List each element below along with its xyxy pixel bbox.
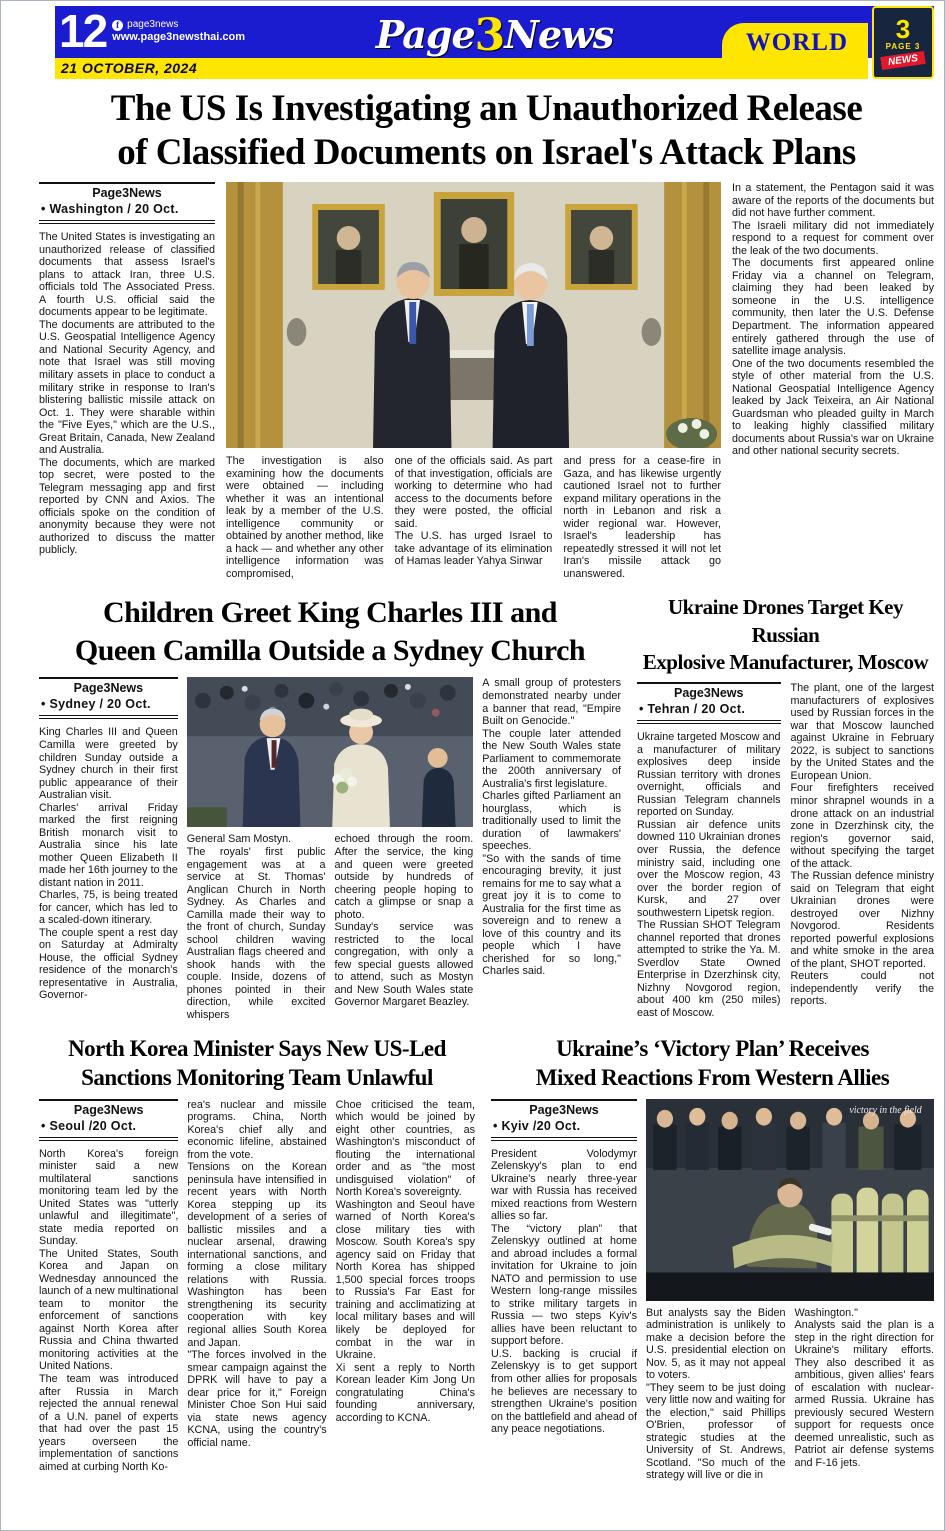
masthead-header [55, 6, 934, 79]
paragraph: In a statement, the Pentagon said it was aware of the reports of the documents but did not have further comment. [732, 182, 934, 220]
section-tab-world: WORLD [722, 23, 868, 58]
paragraph: "So with the sands of time encouraging brevity, it just remains for me to say what a great joy it is to come to Australia for the first time as sovereign and to renew a love of this country and its people which I have cherished for so long," Charles said. [482, 852, 621, 978]
paragraph: echoed through the room. After the service, the king and queen were greeted outside by hundreds of cheering people hoping to catch a glimpse or snap a photo. [334, 833, 474, 921]
headline-north-korea [39, 1035, 475, 1093]
headline-us-documents [39, 87, 934, 174]
paragraph: North Korea's foreign minister said a new multilateral sanctions monitoring team led by the United States was "utterly unlawful and illegitimate", state media reported on Sunday. [39, 1147, 179, 1248]
paragraph: A small group of protesters demonstrated nearby under a banner that read, "Empire Built on Genocide." [482, 677, 621, 728]
article-column [187, 1099, 326, 1473]
byline-block [39, 677, 178, 719]
headline-line1: Children Greet King Charles III and [103, 596, 557, 630]
paragraph: Reuters could not independently verify the reports. [790, 970, 934, 1008]
masthead-right: News [504, 12, 614, 57]
byline-block [39, 182, 215, 224]
article-column [791, 682, 935, 1019]
byline-dateline: • Seoul /20 Oct. [41, 1118, 137, 1133]
portrait-left [312, 204, 385, 290]
article-column [482, 677, 621, 1021]
paragraph: The United States, South Korea and Japan on Wednesday announced the launch of a new multinational team to monitor the enforcement of sanctions against North Korea after Russia and China thwarted monitoring activities at the United Nations. [39, 1247, 179, 1373]
headline-line1: North Korea Minister Says New US-Led [68, 1036, 446, 1062]
paragraph: The documents first appeared online Friday via a channel on Telegram, claiming they had been leaked by someone in the U.S. intelligence community, then later the U.S. Defense Department. The information appeared entirely gathered through the use of satellite image analysis. [732, 257, 934, 358]
byline-source: Page3News [529, 1102, 599, 1117]
byline-dateline: • Tehran / 20 Oct. [639, 702, 746, 717]
masthead-left: Page [375, 12, 475, 57]
paragraph: Charles gifted Parliament an hourglass, which is traditionally used to limit the duration of lawmakers' speeches. [482, 790, 621, 853]
article-column [395, 455, 553, 580]
byline-dateline: • Washington / 20 Oct. [41, 202, 179, 217]
paragraph: The United States is investigating an unauthorized release of classified documents that assess Israel's plans to attack Iran, three U.S. officials told The Associated Press. A fourth U.S. official said the documents appear to be legitimate. [39, 231, 215, 319]
photo-charles-camilla-sydney [187, 677, 474, 827]
byline-source: Page3News [73, 1102, 144, 1117]
headline-line2: Sanctions Monitoring Team Unlawful [81, 1064, 433, 1090]
byline-block [39, 1099, 178, 1141]
portrait-right [565, 204, 638, 290]
social-handle: page3news [127, 18, 179, 30]
headline-line2: Mixed Reactions From Western Allies [535, 1064, 890, 1090]
article-victory-plan [491, 1035, 934, 1482]
headline-king-charles [39, 594, 621, 669]
paragraph: President Volodymyr Zelenskyy's plan to end Ukraine's nearly three-year war with Russia has received mixed reactions from Western allies so far. [491, 1147, 637, 1223]
article-column [226, 455, 384, 580]
social-icon: f [112, 20, 123, 31]
paragraph: Analysts said the plan is a step in the right direction for Ukraine's military efforts. They also described it as ambitious, given allies' fears of escalation with nuclear-armed Russia. Ukraine has previously secured Western support for requests once deemed unrealistic, such as Patriot air defense systems and F-16 jets. [794, 1319, 934, 1469]
paragraph: Ukraine targeted Moscow and a manufacturer of military explosives deep inside Russian territory with drones overnight, officials and Russian Telegram channels reported on Sunday. [637, 731, 781, 819]
byline-block [637, 682, 781, 724]
paragraph: Russian air defence units downed 110 Ukrainian drones over Russia, the defence ministry said, including one over the Moscow region, 43 over the border region of Kursk, and 27 over southwestern Lipetsk region. [637, 818, 781, 919]
byline-block [491, 1099, 637, 1141]
paragraph: The U.S. has urged Israel to take advantage of its elimination of Hamas leader Yahya Sinwar [394, 530, 553, 568]
paragraph: The “victory plan” that Zelenskyy outlined at home and abroad includes a formal invitation for Ukraine to join NATO and permission to use Western long-range missiles to strike military targets in Russia — two steps Kyiv's allies have been reluctant to support before. [491, 1222, 637, 1348]
paragraph: The plant, one of the largest manufacturers of explosives used by Russian forces in the war that Moscow launched against Ukraine in February 2022, is subject to sanctions by the United States and the European Union. [790, 682, 934, 782]
paragraph: Washington and Seoul have warned of North Korea's close military ties with Moscow. South Korea's spy agency said on Friday that North Korea has shipped 1,500 special forces troops to Russia's Far East for training and acclimatizing at local military bases and will likely be deployed for combat in the war in Ukraine. [335, 1198, 475, 1362]
article-column [39, 677, 178, 1021]
paragraph: The investigation is also examining how the documents were obtained — including whether it was an intentional leak by a member of the U.S. intelligence community or obtained by another method, like a hack — and whether any other intelligence information was compromised, [226, 455, 384, 580]
paragraph: and press for a cease-fire in Gaza, and has likewise urgently cautioned Israel not to further expand military operations in the north in Lebanon and risk a wider regional war. However, Israel's leadership has repeatedly stressed it will not let Iran's missile attack go unanswered. [563, 455, 721, 580]
paragraph: The documents, which are marked top secret, were posted to the Telegram messaging app and first reported by CNN and Axios. The officials spoke on the condition of anonymity because they were not authorized to discuss the matter publicly. [39, 456, 215, 557]
headline-line2: Queen Camilla Outside a Sydney Church [74, 633, 586, 667]
article-us-documents [39, 87, 934, 580]
article-column [335, 833, 474, 1021]
logo-page3-label: PAGE 3 [885, 41, 921, 51]
social-row [112, 19, 245, 32]
headline-victory-plan [491, 1035, 934, 1093]
headline-line1: Ukraine Drones Target Key Russian [667, 595, 904, 647]
website-url: www.page3newsthai.com [112, 31, 246, 44]
paragraph: The royals' first public engagement was at a service at St. Thomas' Anglican Church in North Sydney. As Charles and Camilla made their way to the front of church, Sunday school children waving Australian flags cheered and shook hands with the couple. Inside, dozens of phones pointed in their direction, while excited whispers [186, 845, 326, 1021]
paragraph: The documents are attributed to the U.S. Geospatial Intelligence Agency and National Security Agency, and note that Israel was still moving military assets in place to conduct a military strike in response to Iran's blistering ballistic missile attack on Oct. 1. They were sharable within the "Five Eyes," which are the U.S., Great Britain, Canada, New Zealand and Australia. [39, 318, 215, 457]
paragraph: U.S. backing is crucial if Zelenskyy is to get support from other allies for proposals he believes are necessary to strengthen Ukraine's position on the battlefield and ahead of any peace negotiations. [491, 1347, 637, 1436]
byline-source: Page3News [73, 681, 144, 696]
article-column [795, 1307, 935, 1482]
headline-line2: Explosive Manufacturer, Moscow [642, 650, 929, 675]
paragraph: The couple spent a rest day on Saturday at Admiralty House, the official Sydney residence of the monarch's representative in Australia, Governor- [39, 926, 178, 1002]
paragraph: The couple later attended the New South Wales state Parliament to commemorate the 200th anniversary of Australia's first legislature. [482, 727, 621, 790]
headline-line1: The US Is Investigating an Unauthorized Release [110, 88, 863, 129]
paragraph: Choe criticised the team, which would be joined by eight other countries, as Washington's misconduct of flouting the international order and as "the most undisguised violation" of North Korea's sovereignty. [335, 1098, 475, 1199]
portrait-center [434, 192, 514, 296]
masthead-number: 3 [474, 10, 505, 61]
byline-dateline: • Kyiv /20 Oct. [493, 1118, 581, 1133]
article-column [187, 833, 326, 1021]
paragraph: "They seem to be just doing very little now and waiting for the election," said Phillips O'Brien, professor of strategic studies at the University of St. Andrews, Scotland. "So much of the strategy will live or die in [646, 1381, 786, 1482]
article-column [646, 1307, 786, 1482]
headline-ukraine-drones [637, 594, 934, 676]
paragraph: But analysts say the Biden administration is unlikely to make a decision before the U.S. presidential election on Nov. 5, as it may not appeal to voters. [646, 1306, 786, 1382]
paragraph: Xi sent a reply to North Korean leader Kim Jong Un congratulating China's founding anniversary, according to KCNA. [335, 1361, 475, 1424]
paragraph: King Charles III and Queen Camilla were greeted by children Sunday outside a Sydney church in their first public appearance of their Australian visit. [39, 726, 178, 802]
paragraph: General Sam Mostyn. [186, 833, 292, 846]
header-contact [112, 19, 245, 45]
article-column [336, 1099, 475, 1473]
paragraph: rea's nuclear and missile programs. China, North Korea's chief ally and economic lifeline, abstained from the vote. [187, 1098, 327, 1161]
paragraph: Charles' arrival Friday marked the first reigning British monarch visit to Australia since his late mother Queen Elizabeth II made her 16th journey to the distant nation in 2011. [39, 801, 178, 889]
photo-banner-text: victory in the field [849, 1104, 922, 1116]
paragraph: one of the officials said. As part of that investigation, officials are working to determine who had access to the documents before they were posted, the official said. [394, 455, 553, 530]
page3-logo [872, 6, 934, 79]
article-column [39, 182, 215, 580]
paragraph: Charles, 75, is being treated for cancer, which has led to a scaled-down itinerary. [39, 889, 178, 927]
photo-zelenskyy-signing-shells [646, 1099, 934, 1301]
byline-source: Page3News [674, 686, 744, 701]
page-number: 12 [59, 5, 107, 58]
byline-dateline: • Sydney / 20 Oct. [41, 697, 151, 712]
paragraph: The Russian defence ministry said on Telegram that eight Ukrainian drones were destroyed over Nizhny Novgorod. Residents reported powerful explosions and white smoke in the area of the plant, SHOT reported. [790, 870, 934, 970]
photo-oval-office-meeting [226, 182, 721, 448]
article-column [39, 1099, 178, 1473]
logo-number: 3 [895, 14, 911, 45]
paragraph: One of the two documents resembled the style of other material from the U.S. National Geospatial Intelligence Agency leaked by Jack Teixeira, an Air National Guardsman who pleaded guilty in March to leaking highly classified military documents about Russia's war on Ukraine and other national security secrets. [732, 357, 934, 458]
paragraph: The team was introduced after Russia in March rejected the annual renewal of a U.N. panel of experts that had over the past 15 years overseen the implementation of sanctions aimed at curbing North Ko- [39, 1372, 179, 1473]
article-column [563, 455, 721, 580]
article-ukraine-drones [637, 594, 934, 1021]
paragraph: "The forces involved in the smear campaign against the DPRK will have to pay a dear price for it," Foreign Minister Choe Son Hui said via state news agency KCNA, using the country's official name. [187, 1349, 327, 1449]
header-left [55, 5, 246, 58]
paragraph: Washington." [794, 1306, 858, 1319]
article-column [491, 1099, 637, 1482]
edition-date: 21 OCTOBER, 2024 [55, 58, 868, 79]
article-north-korea [39, 1035, 475, 1482]
paragraph: Four firefighters received minor shrapnel wounds in a drone attack on an industrial zone in Dzerzhinsk city, the region's governor said, without specifying the target of the attack. [790, 782, 934, 870]
paragraph: Sunday's service was restricted to the local congregation, with only a few special guests allowed to attend, such as Mostyn and New South Wales state Governor Margaret Beazley. [334, 921, 474, 1009]
page-content [39, 87, 934, 1482]
headline-line1: Ukraine’s ‘Victory Plan’ Receives [556, 1036, 869, 1062]
paragraph: The Israeli military did not immediately respond to a request for comment over the leak of the two documents. [732, 219, 934, 257]
byline-source: Page3News [92, 186, 162, 201]
article-king-charles [39, 594, 621, 1021]
paragraph: The Russian SHOT Telegram channel reported that drones attempted to strike the Ya. M. Sverdlov State Owned Enterprise in Dzerzhinsk city, Nizhny Novgorod region, about 400 km (250 miles) east of Moscow. [637, 919, 781, 1019]
article-column [637, 682, 781, 1019]
newspaper-title [376, 8, 614, 59]
header-bar [55, 5, 934, 61]
headline-line2: of Classified Documents on Israel's Attack Plans [117, 131, 856, 173]
article-column [732, 182, 934, 580]
logo-news-ribbon: NEWS [880, 51, 925, 70]
paragraph: Tensions on the Korean peninsula have intensified in recent years with North Korea stepping up its development of a series of ballistic missiles and a nuclear arsenal, drawing international sanctions, and forming a close military relations with Russia. Washington has been strengthening its security cooperation with key regional allies South Korea and Japan. [187, 1161, 327, 1349]
